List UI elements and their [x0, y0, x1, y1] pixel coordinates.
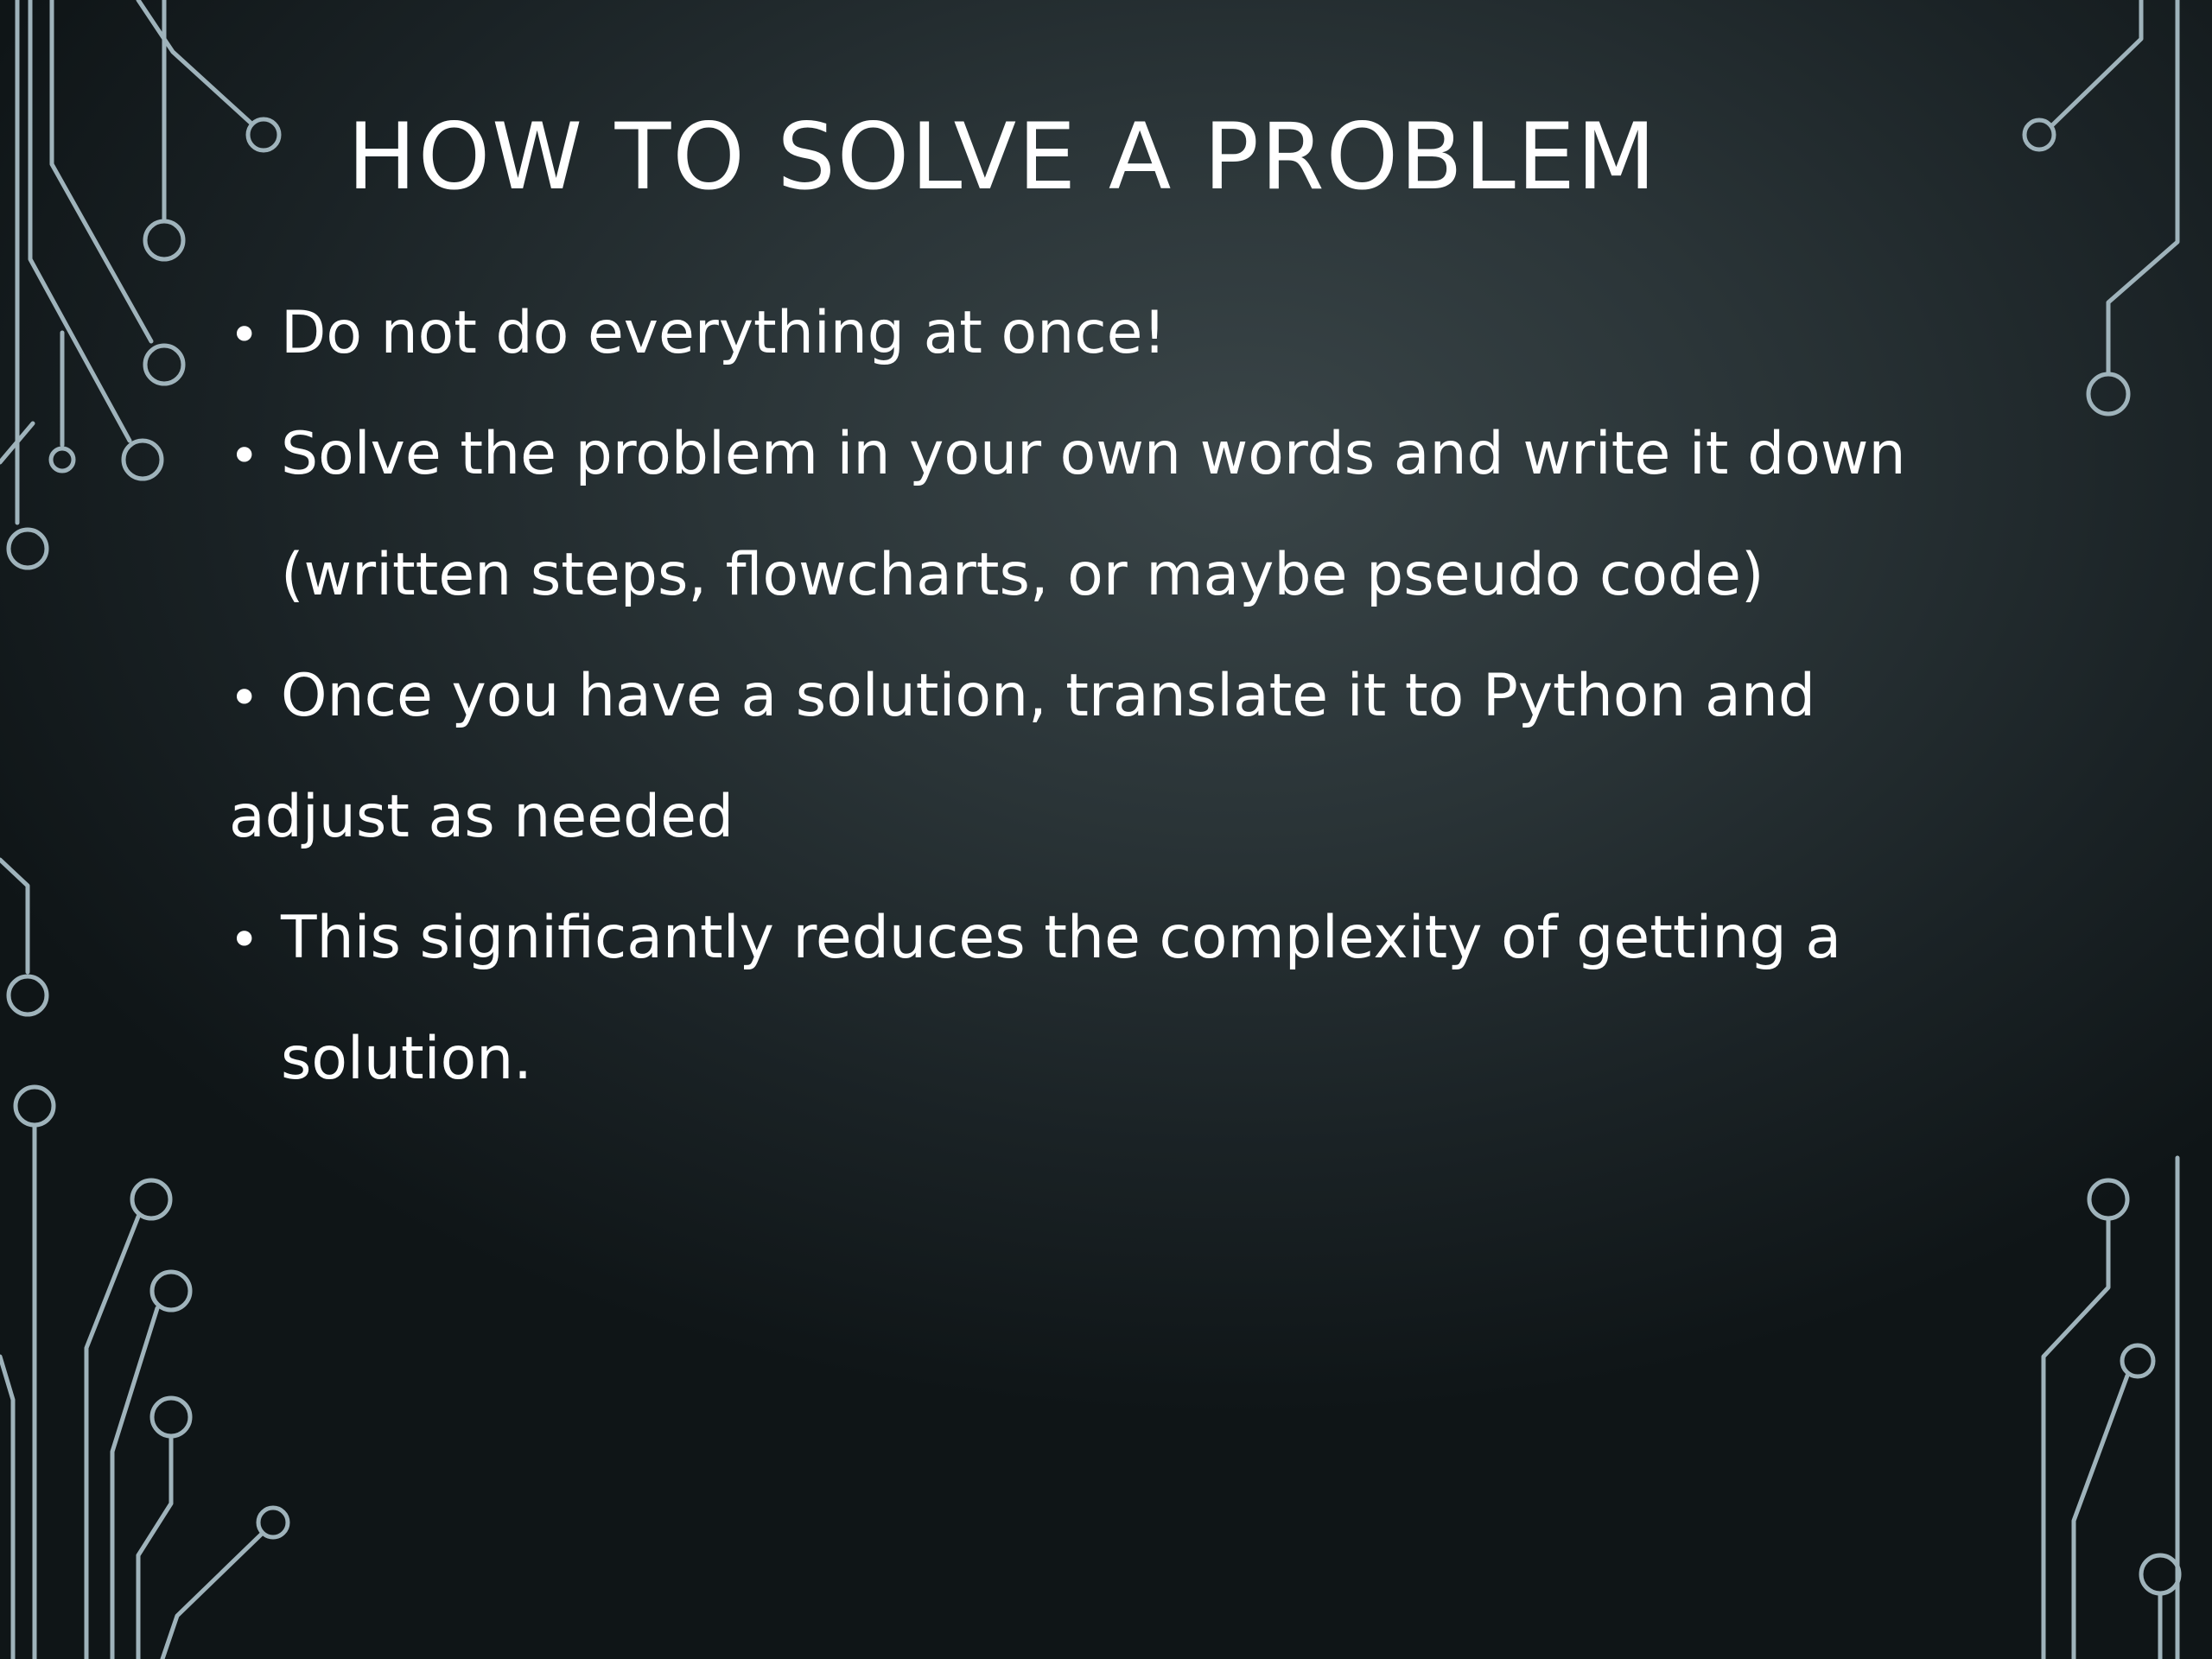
bullet-list: [229, 273, 2026, 1120]
bullet-line-2-continuation: [229, 515, 2026, 636]
bullet-line-3-continuation: [229, 757, 2026, 878]
slide-title: HOW TO SOLVE A PROBLEM: [347, 104, 1658, 210]
bullet-icon: •: [229, 305, 260, 365]
bullet-icon: •: [229, 668, 260, 728]
bullet-line-4-continuation: [229, 999, 2026, 1120]
bullet-line-2: [229, 394, 2026, 515]
bullet-text: Do not do everything at once!: [281, 299, 1166, 367]
circuit-bottom-left: [0, 1180, 288, 1659]
bullet-text: Once you have a solution, translate it to Python and: [281, 662, 1816, 730]
bullet-text: This significantly reduces the complexity of getting a: [281, 904, 1841, 972]
bullet-line-1: [229, 273, 2026, 394]
bullet-icon: •: [229, 910, 260, 970]
bullet-line-3: [229, 636, 2026, 757]
bullet-icon: •: [229, 426, 260, 486]
bullet-text: adjust as needed: [229, 783, 734, 851]
bullet-text: (written steps, flowcharts, or maybe pseudo code): [281, 541, 1764, 609]
circuit-top-right: [2024, 0, 2177, 414]
bullet-text: Solve the problem in your own words and write it down: [281, 420, 1906, 488]
bullet-line-4: [229, 878, 2026, 999]
circuit-left-middle: [0, 860, 54, 1659]
circuit-bottom-right: [2044, 1158, 2179, 1659]
bullet-text: solution.: [281, 1025, 532, 1093]
